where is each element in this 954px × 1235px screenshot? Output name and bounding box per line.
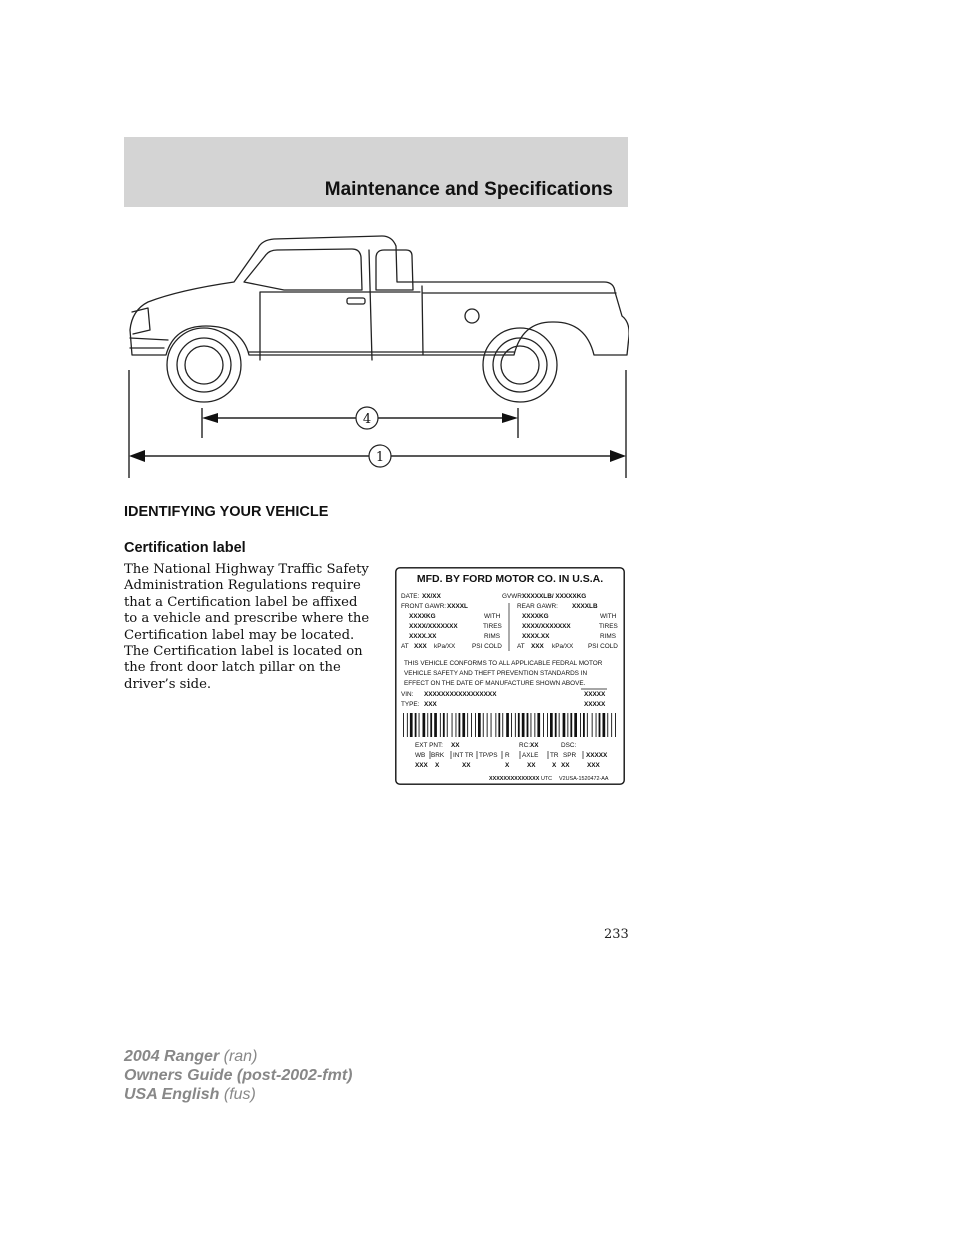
barcode-bar [419,713,420,737]
svg-text:WITH: WITH [484,613,501,620]
svg-text:XXX: XXX [587,762,600,769]
barcode-bar [547,713,548,737]
barcode-bar [607,713,608,737]
svg-text:XX: XX [530,742,539,749]
svg-text:TR: TR [550,752,559,759]
front-tire [167,328,241,402]
barcode-bar [531,713,532,737]
truck-rear-window [376,250,413,290]
svg-text:INT TR: INT TR [453,752,474,759]
barcode-bar [527,713,529,737]
door-handle [347,298,365,304]
svg-text:PSI COLD: PSI COLD [588,643,618,650]
svg-text:XXXXLB: XXXXLB [572,603,598,610]
barcode-bar [574,713,577,737]
callout-overall-length: 1 [375,450,385,465]
svg-text:XXXXXXXXXXXXXX: XXXXXXXXXXXXXX [489,776,540,782]
svg-text:AT: AT [401,643,409,650]
svg-text:XXXXKG: XXXXKG [522,613,549,620]
svg-text:XX: XX [451,742,460,749]
svg-text:FRONT GAWR:: FRONT GAWR: [401,603,447,610]
barcode-bar [580,713,581,737]
svg-text:XXXX/XXXXXXX: XXXX/XXXXXXX [409,623,458,630]
svg-text:DSC:: DSC: [561,742,577,749]
svg-text:XXX: XXX [531,643,544,650]
barcode-bar [570,713,572,737]
header-band [124,137,628,207]
svg-text:V2USA-1520472-AA: V2USA-1520472-AA [559,776,609,782]
body-line: Administration Regulations require [124,578,361,594]
barcode-bar [456,713,457,737]
svg-text:AXLE: AXLE [522,752,539,759]
svg-text:TIRES: TIRES [483,623,502,630]
svg-text:DATE:: DATE: [401,593,420,600]
barcode-bar [511,713,512,737]
svg-text:XXXXXXXXXXXXXXXXX: XXXXXXXXXXXXXXXXX [424,691,497,698]
front-bumper [130,338,168,348]
svg-text:XXXXX: XXXXX [586,752,608,759]
svg-text:XXXXX: XXXXX [584,691,606,698]
barcode-bar [518,713,520,737]
barcode-bar [459,713,461,737]
body-line: Certification label may be located. [124,627,355,643]
barcode-bar [471,713,472,737]
barcode-bar [430,713,432,737]
barcode-bar [403,713,404,737]
barcode-bar [498,713,500,737]
length-arrowhead-left [129,450,145,462]
barcode-bar [615,713,616,737]
barcode-bar [537,713,540,737]
svg-text:PSI COLD: PSI COLD [472,643,502,650]
length-arrowhead-right [610,450,626,462]
barcode-bar [611,713,612,737]
barcode-bar [452,713,453,737]
barcode-bar [587,713,588,737]
footer-line-3: USA English (fus) [124,1086,256,1103]
barcode-bar [522,713,525,737]
barcode-bar [423,713,426,737]
footer-line-1: 2004 Ranger (ran) [124,1048,258,1065]
svg-text:XXXX.XX: XXXX.XX [409,633,437,640]
page-section-title: Maintenance and Specifications [324,179,613,200]
barcode-bar [415,713,417,737]
body-line: to a vehicle and prescribe where the [124,611,370,627]
svg-text:RIMS: RIMS [484,633,500,640]
svg-text:EXT PNT:: EXT PNT: [415,742,443,749]
certification-label-illustration [395,567,625,785]
barcode-bar [462,713,465,737]
document-footer [124,1047,352,1104]
truck-body-outline [130,236,629,355]
barcode-bar [467,713,468,737]
barcode-bar [407,713,408,737]
barcode-bar [495,713,496,737]
wheelbase-arrowhead-right [502,413,518,423]
label-title: MFD. BY FORD MOTOR CO. IN U.S.A. [416,573,604,585]
svg-text:XXX: XXX [424,701,437,708]
svg-text:WITH: WITH [600,613,617,620]
svg-text:THIS VEHICLE CONFORMS TO ALL A: THIS VEHICLE CONFORMS TO ALL APPLICABLE FEDRAL MOTOR [404,660,603,667]
barcode-bar [487,713,488,737]
svg-text:WB: WB [415,752,426,759]
barcode-bar [555,713,557,737]
svg-text:XX: XX [462,762,471,769]
truck-door-seams [260,250,423,360]
wheelbase-arrowhead-left [202,413,218,423]
callout-wheelbase: 4 [362,412,372,427]
headlight [132,308,150,334]
barcode-bar [550,713,553,737]
svg-text:XXXX.XX: XXXX.XX [522,633,550,640]
barcode-bar [543,713,544,737]
barcode-bar [447,713,448,737]
barcode-bar [506,713,509,737]
barcode-bar [410,713,413,737]
svg-text:X: X [435,762,440,769]
body-line: driver’s side. [124,676,212,692]
barcode-bar [599,713,601,737]
body-line: The Certification label is located on [124,644,363,660]
barcode-bar [515,713,516,737]
svg-text:R: R [505,752,510,759]
body-line: that a Certification label be affixed [124,594,358,610]
body-line: The National Highway Traffic Safety [124,562,369,577]
svg-text:TP/PS: TP/PS [479,752,498,759]
barcode-bar [443,713,445,737]
svg-text:XXX: XXX [415,762,428,769]
svg-text:UTC: UTC [541,776,553,782]
truck-dimension-diagram [124,230,629,480]
barcode-bar [559,713,560,737]
svg-text:XX/XX: XX/XX [422,593,441,600]
svg-text:VIN:: VIN: [401,691,414,698]
barcode-bar [427,713,428,737]
section-heading: IDENTIFYING YOUR VEHICLE [124,504,329,520]
barcode-bar [592,713,593,737]
svg-text:GVWR:: GVWR: [502,593,524,600]
svg-text:XX: XX [527,762,536,769]
svg-text:kPa/XX: kPa/XX [552,643,574,650]
svg-text:RC:: RC: [519,742,531,749]
barcode-bar [596,713,597,737]
svg-text:XXXX/XXXXXXX: XXXX/XXXXXXX [522,623,571,630]
barcode-bar [491,713,492,737]
barcode-bar [583,713,585,737]
footer-line-2: Owners Guide (post-2002-fmt) [124,1067,353,1084]
svg-text:TIRES: TIRES [599,623,618,630]
barcode-bar [502,713,503,737]
barcode-bar [567,713,568,737]
svg-text:RIMS: RIMS [600,633,616,640]
subsection-heading: Certification label [124,540,246,556]
barcode-bar [483,713,484,737]
svg-text:XXXXX: XXXXX [584,701,606,708]
svg-text:BRK: BRK [431,752,445,759]
svg-text:XXX: XXX [414,643,427,650]
svg-text:VEHICLE SAFETY AND THEFT PREVE: VEHICLE SAFETY AND THEFT PREVENTION STANDARDS IN [404,670,588,677]
svg-text:kPa/XX: kPa/XX [434,643,456,650]
barcode-bar [440,713,441,737]
svg-text:AT: AT [517,643,525,650]
barcode-bar [603,713,606,737]
barcode-bar [478,713,481,737]
barcode-bar [434,713,437,737]
barcode-bar [534,713,535,737]
barcode-bar [563,713,566,737]
body-line: the front door latch pillar on the [124,660,341,676]
svg-text:XXXXKG: XXXXKG [409,613,436,620]
fuel-door [465,309,479,323]
svg-text:XXXXXLB/ XXXXXKG: XXXXXLB/ XXXXXKG [522,593,587,600]
svg-text:SPR: SPR [563,752,577,759]
body-paragraph [124,562,382,693]
svg-text:X: X [552,762,557,769]
svg-text:EFFECT ON THE DATE OF MANUFACT: EFFECT ON THE DATE OF MANUFACTURE SHOWN ABOVE. [404,680,586,687]
svg-text:REAR GAWR:: REAR GAWR: [517,603,558,610]
svg-text:X: X [505,762,510,769]
page-number: 233 [604,927,629,942]
svg-text:XX: XX [561,762,570,769]
barcode-bar [475,713,476,737]
svg-text:TYPE:: TYPE: [401,701,420,708]
svg-text:XXXXL: XXXXL [447,603,468,610]
truck-cab-window [244,249,362,290]
